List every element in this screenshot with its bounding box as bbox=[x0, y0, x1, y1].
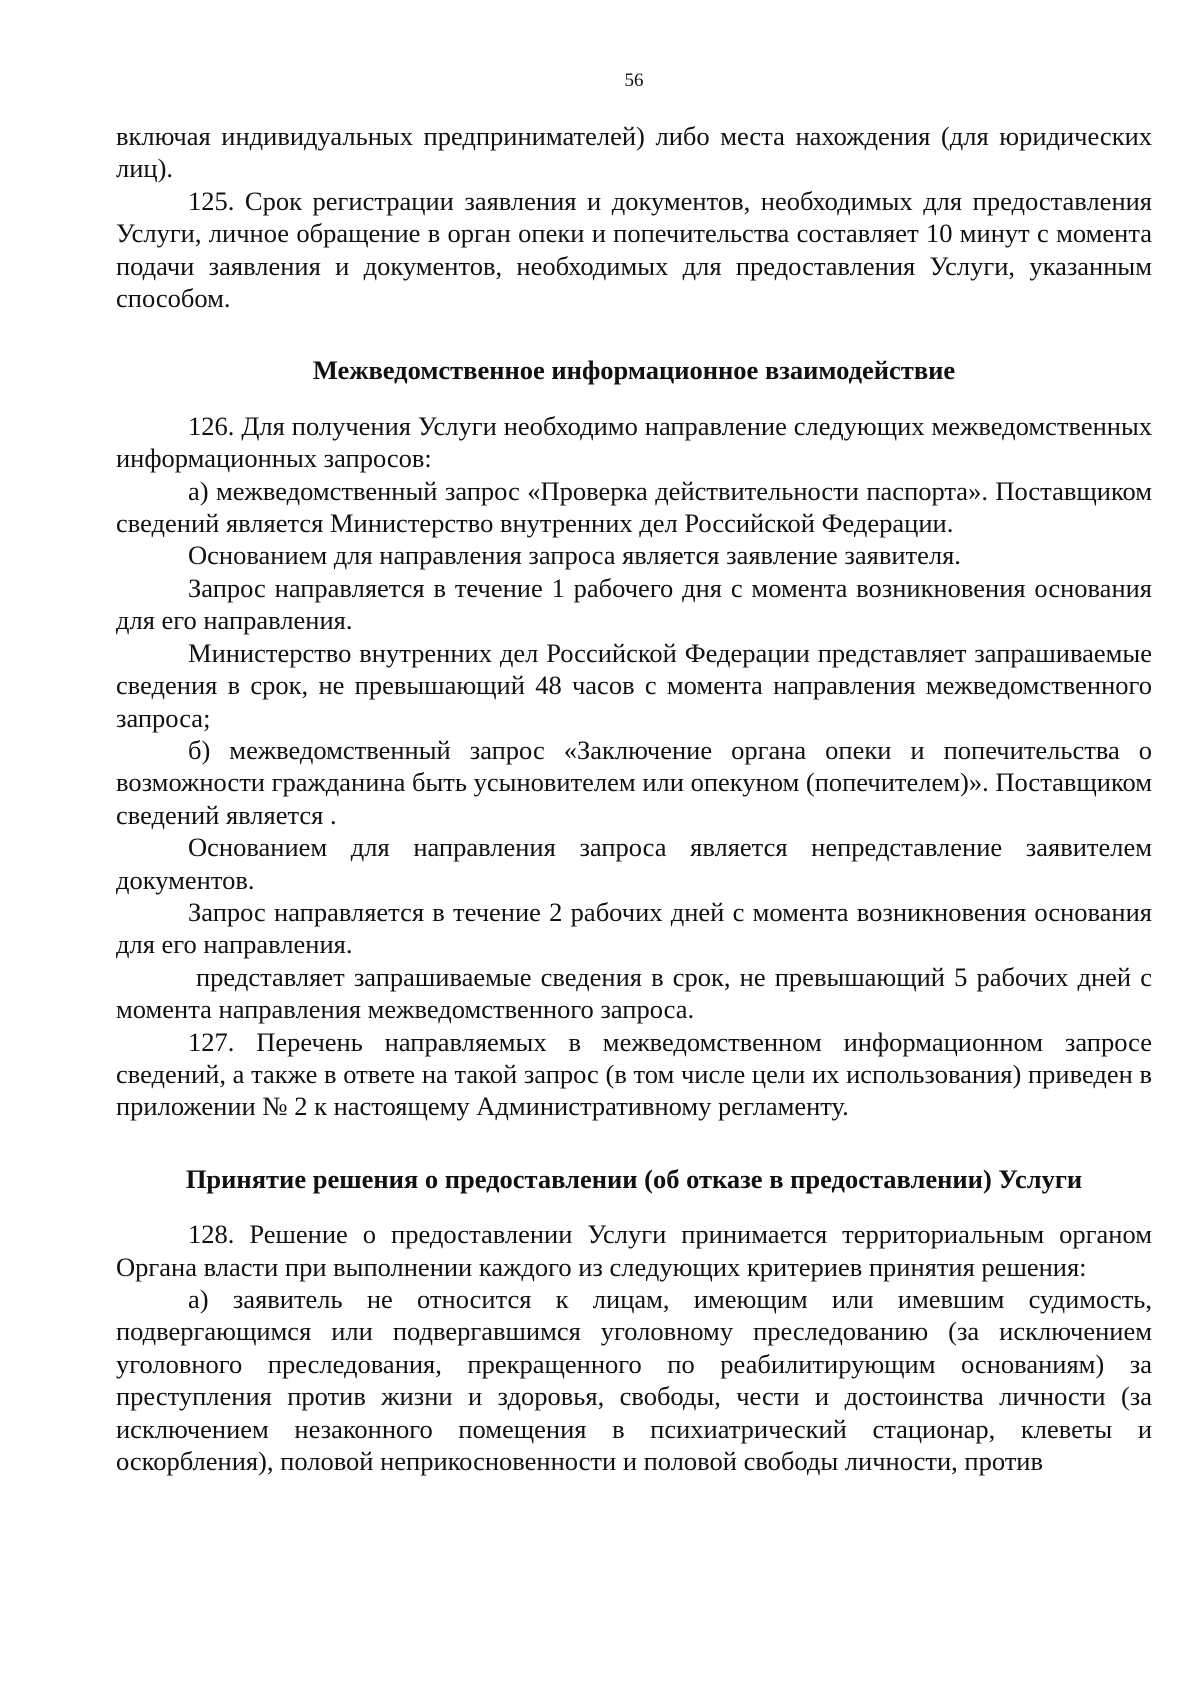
paragraph-126-a-response: Министерство внутренних дел Российской Федерации представляет запрашиваемые сведения в срок, не превышающий 48 часов с момента направления межведомственного запроса; bbox=[116, 637, 1152, 733]
paragraph-126-a-timing: Запрос направляется в течение 1 рабочего дня с момента возникновения основания для его направления. bbox=[116, 572, 1152, 636]
paragraph-128: 128. Решение о предоставлении Услуги принимается территориальным органом Органа власти при выполнении каждого из следующих критериев принятия решения: bbox=[116, 1219, 1152, 1282]
paragraph-continuation: включая индивидуальных предпринимателей) либо места нахождения (для юридических лиц). bbox=[116, 121, 1152, 184]
section-heading-interagency: Межведомственное информационное взаимодействие bbox=[312, 355, 956, 386]
paragraph-126: 126. Для получения Услуги необходимо направление следующих межведомственных информационных запросов: bbox=[116, 410, 1152, 474]
document-body bbox=[116, 120, 1152, 1477]
paragraph-126-b: б) межведомственный запрос «Заключение органа опеки и попечительства о возможности гражданина быть усыновителем или опекуном (попечителем)». Поставщиком сведений является . bbox=[116, 734, 1152, 830]
section-heading-decision: Принятие решения о предоставлении (об отказе в предоставлении) Услуги bbox=[185, 1163, 1083, 1194]
paragraph-126-b-response: представляет запрашиваемые сведения в срок, не превышающий 5 рабочих дней с момента направления межведомственного запроса. bbox=[116, 961, 1152, 1025]
paragraph-125: 125. Срок регистрации заявления и документов, необходимых для предоставления Услуги, личное обращение в орган опеки и попечительства составляет 10 минут с момента подачи заявления и документов, необходимых для предоставления Услуги, указанным способом. bbox=[116, 185, 1152, 314]
paragraph-127: 127. Перечень направляемых в межведомственном информационном запросе сведений, а также в ответе на такой запрос (в том числе цели их использования) приведен в приложении № 2 к настоящему Административному регламенту. bbox=[116, 1026, 1152, 1122]
page-number: 56 bbox=[624, 70, 644, 91]
paragraph-126-a: а) межведомственный запрос «Проверка действительности паспорта». Поставщиком сведений является Министерство внутренних дел Российской Федерации. bbox=[116, 475, 1152, 539]
paragraph-126-a-basis: Основанием для направления запроса является заявление заявителя. bbox=[188, 540, 961, 571]
paragraph-128-a: а) заявитель не относится к лицам, имеющим или имевшим судимость, подвергающимся или подвергавшимся уголовному преследованию (за исключением уголовного преследования, прекращенного по реабилитирующим основаниям) за преступления против жизни и здоровья, свободы, чести и достоинства личности (за исключением незаконного помещения в психиатрический стационар, клеветы и оскорбления), половой неприкосновенности и половой свободы личности, против bbox=[116, 1284, 1152, 1477]
paragraph-126-b-basis: Основанием для направления запроса является непредставление заявителем документов. bbox=[116, 832, 1152, 895]
document-page bbox=[116, 0, 1152, 1697]
paragraph-126-b-timing: Запрос направляется в течение 2 рабочих дней с момента возникновения основания для его направления. bbox=[116, 896, 1152, 960]
